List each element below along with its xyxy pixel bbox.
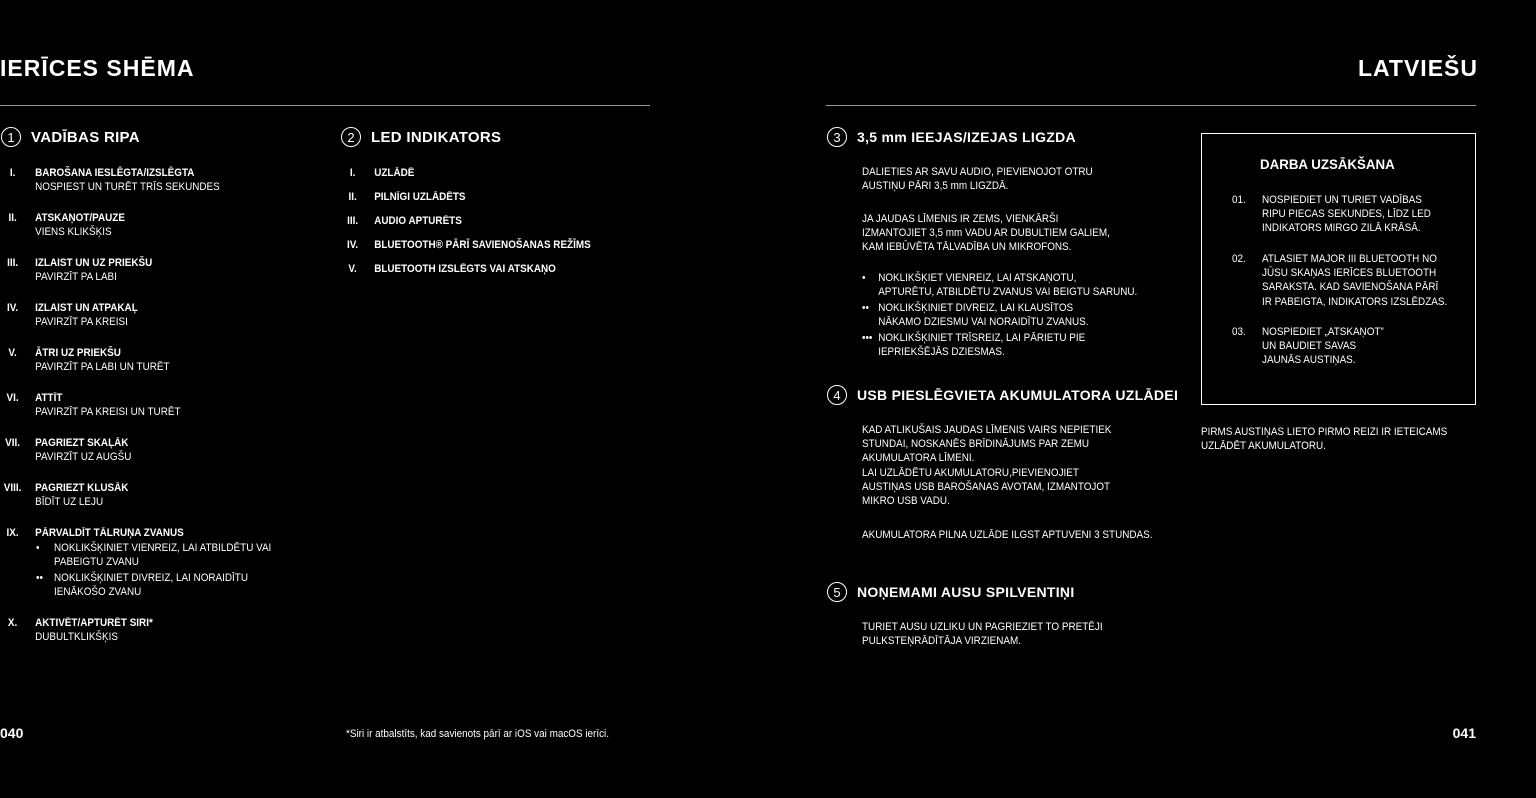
control-label: PAGRIEZT SKAĻĀK bbox=[35, 437, 129, 449]
roman-numeral: VI. bbox=[6, 392, 19, 404]
roman-numeral: I. bbox=[349, 167, 356, 179]
right-page-title: LATVIEŠU bbox=[1357, 55, 1478, 81]
roman-numeral: IV. bbox=[6, 302, 19, 314]
control-description: PAVIRZĪT PA LABI bbox=[35, 271, 117, 283]
control-description: PAVIRZĪT PA KREISI bbox=[35, 316, 128, 328]
section-title: 3,5 mm IEEJAS/IZEJAS LIGZDA bbox=[857, 129, 1076, 145]
control-label: PĀRVALDĪT TĀLRUŅA ZVANUS bbox=[35, 527, 184, 539]
section-usb-port-header bbox=[827, 385, 1178, 405]
audio-jack-paragraph-2: JA JAUDAS LĪMENIS IR ZEMS, VIENKĀRŠI IZMANTOJIET 3,5 mm VADU AR DUBULTIEM GALIEM, KAM IEBŪVĒTA TĀLVADĪBA UN MIKROFONS. bbox=[862, 213, 1110, 254]
roman-numeral: IX. bbox=[6, 527, 19, 539]
section-number-badge: 5 bbox=[827, 582, 847, 602]
control-label: PAGRIEZT KLUSĀK bbox=[35, 482, 129, 494]
step-text: NOSPIEDIET UN TURIET VADĪBAS RIPU PIECAS SEKUNDES, LĪDZ LED INDIKATORS MIRGO ZILĀ KRĀSĀ. bbox=[1262, 194, 1431, 235]
usb-port-paragraph-1: KAD ATLIKUŠAIS JAUDAS LĪMENIS VAIRS NEPIETIEK STUNDAI, NOSKANĒS BRĪDINĀJUMS PAR ZEMU AKUMULATORA LĪMENI. LAI UZLĀDĒTU AKUMULATORU,PIEVIENOJIET AUSTIŅAS USB BAROŠANAS AVOTAM, IZMANTOJOT MIKRO USB VADU. bbox=[862, 424, 1112, 508]
bullet-text-continued: IENĀKOŠO ZVANU bbox=[54, 586, 142, 598]
control-description: PAVIRZĪT UZ AUGŠU bbox=[35, 451, 132, 463]
roman-numeral: III. bbox=[7, 257, 19, 269]
left-page-number: 040 bbox=[0, 725, 24, 741]
roman-numeral: II. bbox=[348, 191, 357, 203]
section-number-badge: 4 bbox=[827, 385, 847, 405]
bullet-marker: • bbox=[36, 542, 40, 554]
control-description: PAVIRZĪT PA LABI UN TURĒT bbox=[35, 361, 170, 373]
step-text: ATLASIET MAJOR III BLUETOOTH NO JŪSU SKAŅAS IERĪCES BLUETOOTH SARAKSTA. KAD SAVIENOŠANA PĀRĪ IR PABEIGTA, INDIKATORS IZSLĒDZAS. bbox=[1262, 253, 1448, 308]
bullet-marker: •• bbox=[36, 572, 43, 584]
roman-numeral: VII. bbox=[5, 437, 21, 449]
control-label: IZLAIST UN UZ PRIEKŠU bbox=[35, 257, 153, 269]
section-number-badge: 1 bbox=[1, 127, 21, 147]
usb-port-paragraph-2: AKUMULATORA PILNA UZLĀDE ILGST APTUVENI 3 STUNDAS. bbox=[862, 529, 1153, 541]
roman-numeral: V. bbox=[348, 263, 357, 275]
bullet-text: NOKLIKŠĶINIET DIVREIZ, LAI NORAIDĪTU bbox=[54, 572, 249, 584]
control-label: ATSKAŅOT/PAUZE bbox=[35, 212, 125, 224]
roman-numeral: VIII. bbox=[3, 482, 22, 494]
control-label: IZLAIST UN ATPAKAĻ bbox=[35, 302, 138, 314]
led-label: AUDIO APTURĒTS bbox=[374, 215, 462, 227]
section-vadibas-ripa-header bbox=[1, 127, 140, 147]
roman-numeral: I. bbox=[9, 167, 16, 179]
audio-jack-paragraph-1: DALIETIES AR SAVU AUDIO, PIEVIENOJOT OTRU AUSTIŅU PĀRI 3,5 mm LIGZDĀ. bbox=[862, 166, 1093, 193]
step-number: 02. bbox=[1232, 253, 1246, 265]
control-label: AKTIVĒT/APTURĒT SIRI* bbox=[35, 617, 153, 629]
bullet-marker: • bbox=[862, 272, 866, 284]
led-label: BLUETOOTH® PĀRĪ SAVIENOŠANAS REŽĪMS bbox=[374, 239, 591, 251]
step-number: 03. bbox=[1232, 326, 1246, 338]
control-label: ATTĪT bbox=[35, 392, 63, 404]
section-number-badge: 2 bbox=[341, 127, 361, 147]
roman-numeral: II. bbox=[8, 212, 17, 224]
control-label: ĀTRI UZ PRIEKŠU bbox=[35, 347, 121, 359]
section-ear-cushions-header bbox=[827, 582, 1075, 602]
left-page-title: IERĪCES SHĒMA bbox=[0, 55, 195, 81]
right-page-number: 041 bbox=[1452, 725, 1476, 741]
step-number: 01. bbox=[1232, 194, 1246, 206]
section-title: LED INDIKATORS bbox=[371, 128, 502, 146]
section-number-badge: 3 bbox=[827, 127, 847, 147]
control-label: BAROŠANA IESLĒGTA/IZSLĒGTA bbox=[35, 167, 195, 179]
siri-footnote: *Siri ir atbalstīts, kad savienots pārī ar iOS vai macOS ierīci. bbox=[346, 728, 609, 740]
led-label: PILNĪGI UZLĀDĒTS bbox=[374, 191, 466, 203]
section-title: USB PIESLĒGVIETA AKUMULATORA UZLĀDEI bbox=[857, 387, 1179, 403]
section-led-indikators-header bbox=[341, 127, 501, 147]
bullet-text: NOKLIKŠĶINIET VIENREIZ, LAI ATBILDĒTU VAI bbox=[54, 542, 272, 554]
section-title: NOŅEMAMI AUSU SPILVENTIŅI bbox=[857, 584, 1075, 600]
control-description: BĪDĪT UZ LEJU bbox=[35, 496, 104, 508]
ear-cushions-paragraph: TURIET AUSU UZLIKU UN PAGRIEZIET TO PRETĒJI PULKSTEŅRĀDĪTĀJA VIRZIENAM. bbox=[862, 621, 1103, 648]
control-description: NOSPIEST UN TURĒT TRĪS SEKUNDES bbox=[35, 181, 220, 193]
roman-numeral: IV. bbox=[346, 239, 359, 251]
right-title-divider bbox=[826, 105, 1476, 106]
control-description: PAVIRZĪT PA KREISI UN TURĒT bbox=[35, 406, 181, 418]
roman-numeral: X. bbox=[7, 617, 18, 629]
section-title: VADĪBAS RIPA bbox=[31, 128, 140, 146]
roman-numeral: V. bbox=[8, 347, 17, 359]
bullet-text-continued: PABEIGTU ZVANU bbox=[54, 556, 139, 568]
section-audio-jack-header bbox=[827, 127, 1076, 147]
bullet-marker: ••• bbox=[862, 332, 873, 344]
step-text: NOSPIEDIET „ATSKAŅOT” UN BAUDIET SAVAS JAUNĀS AUSTIŅAS. bbox=[1262, 326, 1384, 367]
control-description: VIENS KLIKŠĶIS bbox=[35, 226, 112, 238]
getting-started-title: DARBA UZSĀKŠANA bbox=[1260, 156, 1395, 172]
first-use-note: PIRMS AUSTIŅAS LIETO PIRMO REIZI IR IETEICAMS UZLĀDĒT AKUMULATORU. bbox=[1201, 426, 1448, 453]
led-label: UZLĀDĒ bbox=[374, 167, 415, 179]
bullet-marker: •• bbox=[862, 302, 869, 314]
left-title-divider bbox=[0, 105, 650, 106]
bullet-text: NOKLIKŠĶIET VIENREIZ, LAI ATSKAŅOTU, APTURĒTU, ATBILDĒTU ZVANUS VAI BEIGTU SARUNU. bbox=[878, 272, 1138, 299]
control-description: DUBULTKLIKŠĶIS bbox=[35, 631, 118, 643]
bullet-text: NOKLIKŠĶINIET DIVREIZ, LAI KLAUSĪTOS NĀKAMO DZIESMU VAI NORAIDĪTU ZVANUS. bbox=[878, 302, 1089, 329]
led-label: BLUETOOTH IZSLĒGTS VAI ATSKAŅO bbox=[374, 263, 556, 275]
roman-numeral: III. bbox=[347, 215, 359, 227]
bullet-text: NOKLIKŠĶINIET TRĪSREIZ, LAI PĀRIETU PIE IEPRIEKŠĒJĀS DZIESMAS. bbox=[878, 332, 1086, 359]
